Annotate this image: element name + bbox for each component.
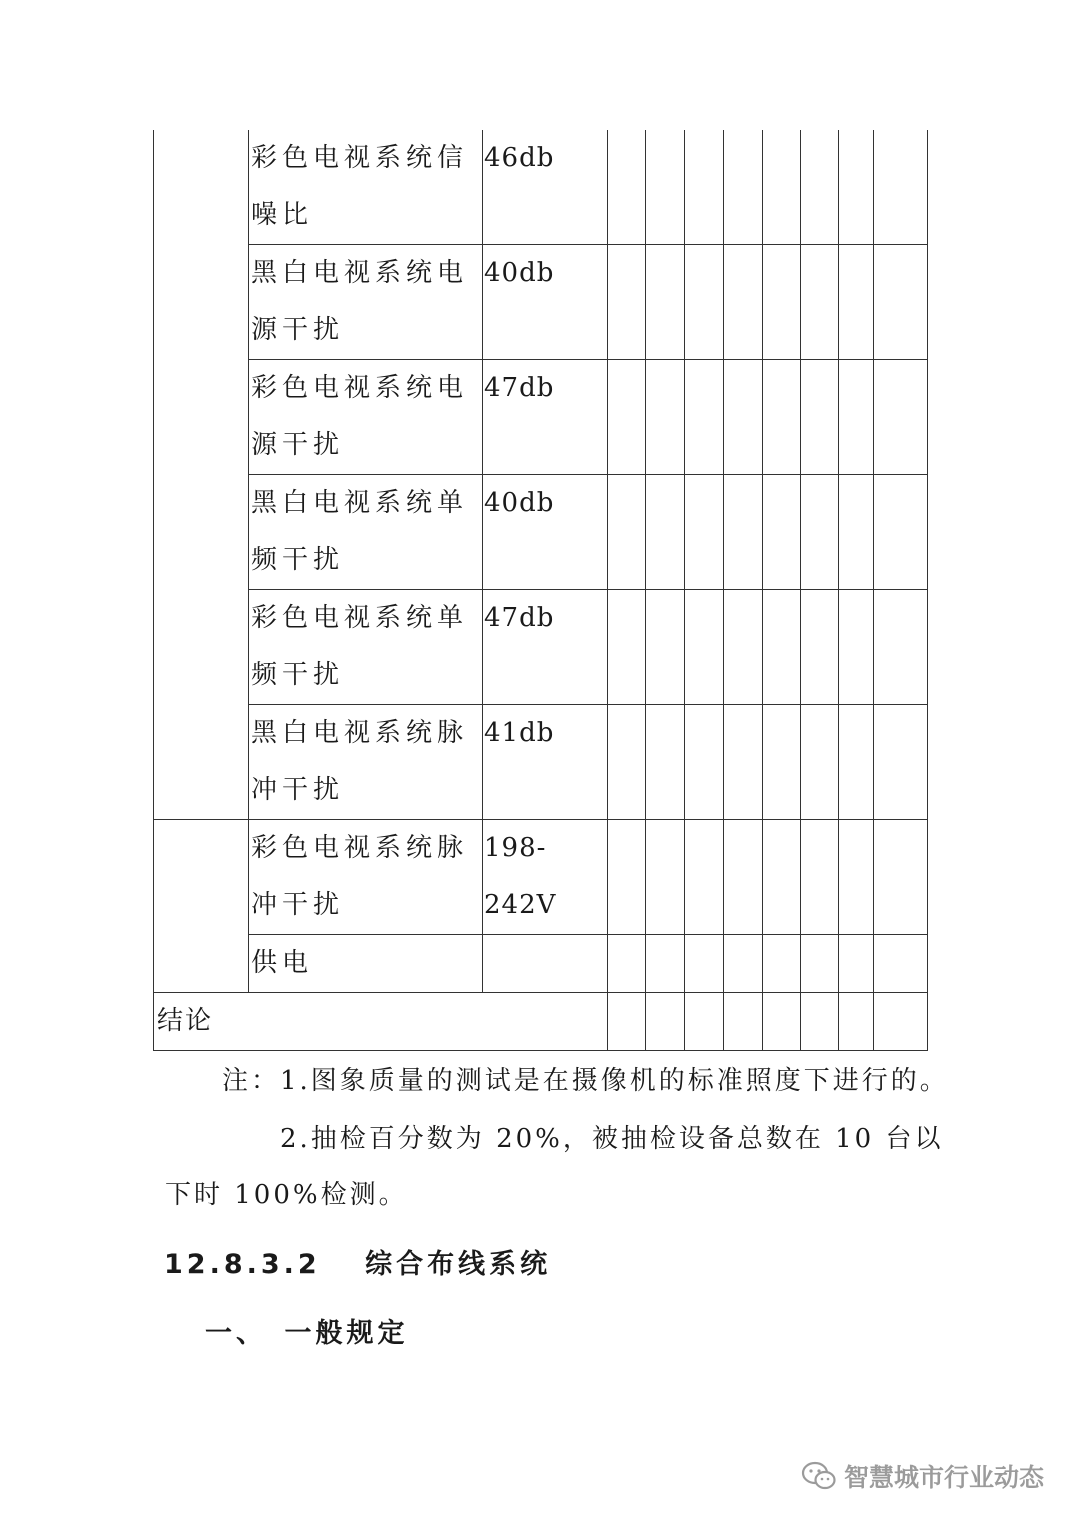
value-cell: 40db [483, 245, 608, 360]
result-cell [724, 245, 763, 360]
result-cell [801, 705, 839, 820]
result-cell [801, 993, 839, 1051]
result-cell [763, 360, 801, 475]
result-cell [763, 475, 801, 590]
table-row [154, 130, 928, 245]
result-cell [724, 705, 763, 820]
result-cell [646, 475, 685, 590]
result-cell [874, 590, 928, 705]
value-cell [483, 935, 608, 993]
result-cell [608, 820, 646, 935]
result-cell [874, 360, 928, 475]
result-cell [685, 590, 724, 705]
result-cell [763, 590, 801, 705]
value-cell: 47db [483, 360, 608, 475]
table-row [154, 820, 928, 935]
table-row [154, 935, 928, 993]
result-cell [874, 130, 928, 245]
result-cell [763, 935, 801, 993]
result-cell [685, 993, 724, 1051]
result-cell [724, 130, 763, 245]
result-cell [801, 130, 839, 245]
result-cell [801, 245, 839, 360]
result-cell [646, 360, 685, 475]
note-line-2: 2.抽检百分数为 20%，被抽检设备总数在 10 台以 [280, 1124, 944, 1154]
result-cell [608, 130, 646, 245]
result-cell [839, 590, 874, 705]
result-cell [874, 935, 928, 993]
result-cell [646, 590, 685, 705]
result-cell [763, 820, 801, 935]
result-cell [874, 475, 928, 590]
result-cell [801, 360, 839, 475]
wechat-icon [800, 1460, 838, 1492]
group-cell [154, 130, 249, 820]
section-heading: 12.8.3.2 综合布线系统 [164, 1249, 552, 1280]
result-cell [608, 360, 646, 475]
result-cell [724, 993, 763, 1051]
note-line-3: 下时 100%检测。 [165, 1180, 408, 1210]
watermark-text: 智慧城市行业动态 [844, 1463, 1045, 1492]
table-row [154, 475, 928, 590]
result-cell [874, 993, 928, 1051]
value-cell: 40db [483, 475, 608, 590]
result-cell [685, 360, 724, 475]
item-cell: 彩色电视系统电源干扰 [249, 360, 483, 475]
value-cell: 41db [483, 705, 608, 820]
item-cell: 彩色电视系统脉冲干扰 [249, 820, 483, 935]
result-cell [685, 935, 724, 993]
result-cell [801, 475, 839, 590]
result-cell [724, 935, 763, 993]
result-cell [763, 993, 801, 1051]
item-cell: 黑白电视系统电源干扰 [249, 245, 483, 360]
group-cell [154, 820, 249, 993]
result-cell [839, 245, 874, 360]
item-cell: 供电 [249, 935, 483, 993]
value-cell: 198-242V [483, 820, 608, 935]
value-cell: 47db [483, 590, 608, 705]
test-spec-table [153, 130, 928, 1051]
result-cell [724, 475, 763, 590]
result-cell [763, 705, 801, 820]
result-cell [874, 705, 928, 820]
result-cell [646, 705, 685, 820]
table-row [154, 705, 928, 820]
subsection-heading: 一、 一般规定 [205, 1318, 409, 1349]
result-cell [839, 130, 874, 245]
result-cell [839, 475, 874, 590]
result-cell [874, 245, 928, 360]
result-cell [646, 993, 685, 1051]
result-cell [608, 245, 646, 360]
result-cell [685, 820, 724, 935]
table-row [154, 245, 928, 360]
result-cell [646, 935, 685, 993]
result-cell [685, 245, 724, 360]
value-cell: 46db [483, 130, 608, 245]
result-cell [801, 590, 839, 705]
result-cell [874, 820, 928, 935]
table-row [154, 590, 928, 705]
result-cell [724, 590, 763, 705]
result-cell [685, 130, 724, 245]
result-cell [724, 360, 763, 475]
result-cell [724, 820, 763, 935]
result-cell [839, 360, 874, 475]
note-line-1: 注：1.图象质量的测试是在摄像机的标准照度下进行的。 [222, 1066, 949, 1096]
result-cell [608, 993, 646, 1051]
result-cell [608, 935, 646, 993]
result-cell [646, 130, 685, 245]
table-row [154, 360, 928, 475]
result-cell [646, 245, 685, 360]
result-cell [685, 705, 724, 820]
conclusion-row [154, 993, 928, 1051]
result-cell [801, 820, 839, 935]
item-cell: 彩色电视系统单频干扰 [249, 590, 483, 705]
watermark [800, 1458, 1044, 1494]
result-cell [608, 590, 646, 705]
result-cell [646, 820, 685, 935]
result-cell [839, 820, 874, 935]
item-cell: 黑白电视系统单频干扰 [249, 475, 483, 590]
result-cell [801, 935, 839, 993]
result-cell [839, 993, 874, 1051]
result-cell [839, 935, 874, 993]
result-cell [685, 475, 724, 590]
item-cell: 黑白电视系统脉冲干扰 [249, 705, 483, 820]
result-cell [608, 475, 646, 590]
result-cell [763, 245, 801, 360]
result-cell [763, 130, 801, 245]
item-cell: 彩色电视系统信噪比 [249, 130, 483, 245]
conclusion-label: 结论 [154, 993, 608, 1051]
result-cell [839, 705, 874, 820]
result-cell [608, 705, 646, 820]
